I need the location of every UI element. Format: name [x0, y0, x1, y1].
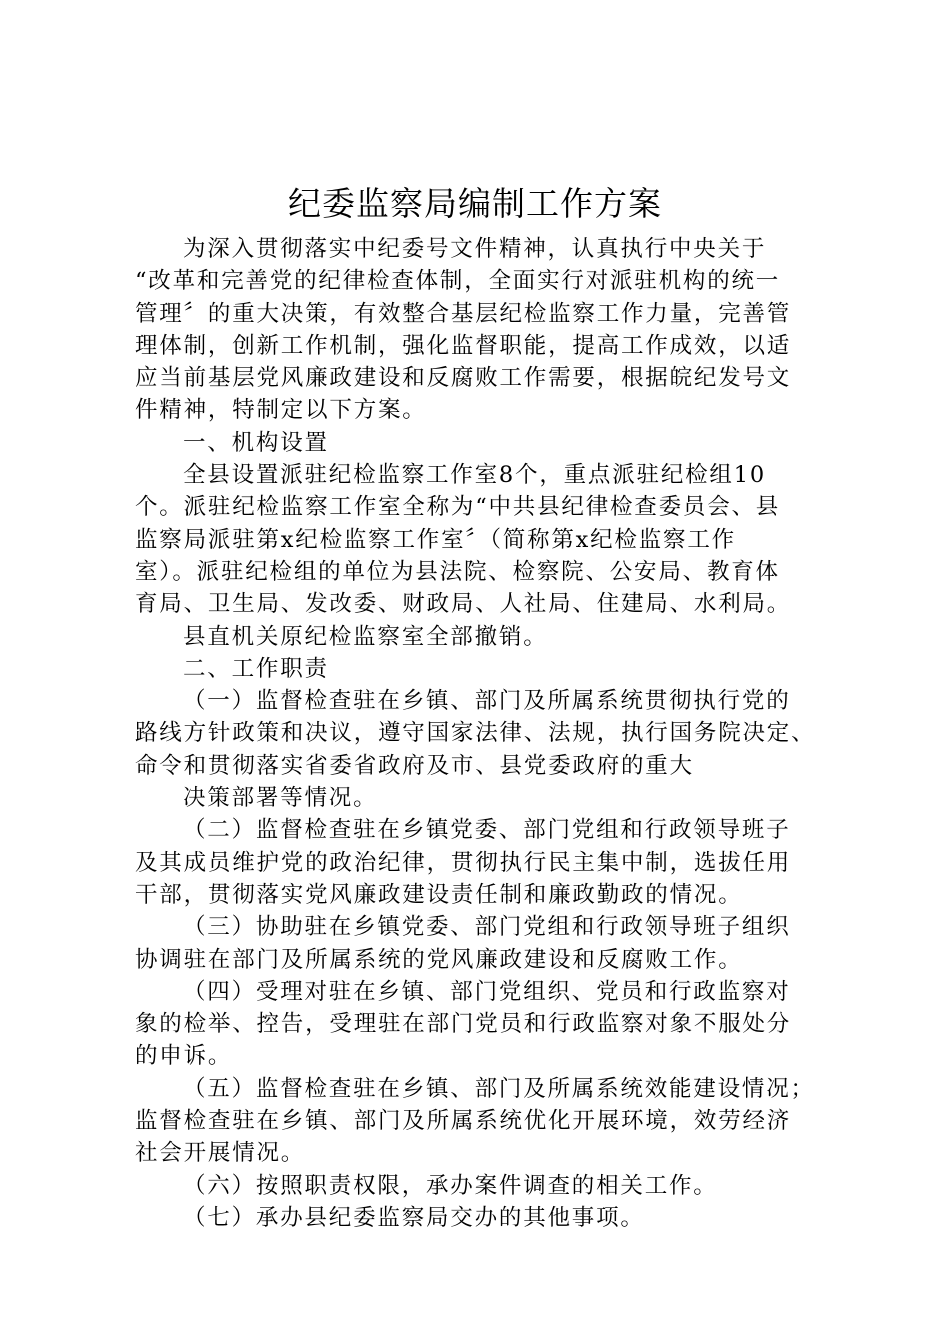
body-line: 全县设置派驻纪检监察工作室8个，重点派驻纪检组10: [183, 462, 766, 489]
document-body: [135, 233, 835, 1234]
body-line: 一、机构设置: [183, 429, 329, 456]
body-line: 决策部署等情况。: [183, 785, 378, 812]
body-line: 监察局派驻第x纪检监察工作室〞（简称第x纪检监察工作: [135, 526, 736, 553]
body-line: 件精神，特制定以下方案。: [135, 397, 427, 424]
body-line: 命令和贯彻落实省委省政府及市、县党委政府的重大: [135, 752, 694, 779]
body-line: （四）受理对驻在乡镇、部门党组织、党员和行政监察对: [183, 978, 791, 1005]
body-line: 理体制，创新工作机制，强化监督职能，提高工作成效，以适: [135, 332, 792, 359]
body-line: 管理〞的重大决策，有效整合基层纪检监察工作力量，完善管: [135, 300, 792, 327]
body-line: 社会开展情况。: [135, 1140, 306, 1167]
body-line: 个。派驻纪检监察工作室全称为“中共县纪律检查委员会、县: [135, 494, 781, 521]
body-line: （六）按照职责权限，承办案件调查的相关工作。: [183, 1172, 718, 1199]
body-line: “改革和完善党的纪律检查体制，全面实行对派驻机构的统一: [135, 268, 781, 295]
body-line: 县直机关原纪检监察室全部撤销。: [183, 623, 548, 650]
body-line: （二）监督检查驻在乡镇党委、部门党组和行政领导班子: [183, 817, 791, 844]
body-line: 协调驻在部门及所属系统的党风廉政建设和反腐败工作。: [135, 946, 743, 973]
body-line: 象的检举、控告，受理驻在部门党员和行政监察对象不服处分: [135, 1011, 792, 1038]
body-line: 为深入贯彻落实中纪委号文件精神，认真执行中央关于: [183, 236, 767, 262]
body-line: （七）承办县纪委监察局交办的其他事项。: [183, 1204, 645, 1231]
body-line: （三）协助驻在乡镇党委、部门党组和行政领导班子组织: [183, 914, 791, 941]
body-line: 二、工作职责: [183, 655, 329, 682]
body-line: 育局、卫生局、发改委、财政局、人社局、住建局、水利局。: [135, 591, 792, 618]
body-line: 应当前基层党风廉政建设和反腐败工作需要，根据皖纪发号文: [135, 365, 792, 392]
body-line: 路线方针政策和决议，遵守国家法律、法规，执行国务院决定、: [135, 720, 816, 747]
body-line: 监督检查驻在乡镇、部门及所属系统优化开展环境，效劳经济: [135, 1108, 792, 1135]
body-line: （五）监督检查驻在乡镇、部门及所属系统效能建设情况；: [183, 1075, 815, 1102]
body-line: 的申诉。: [135, 1043, 233, 1070]
document-title: 纪委监察局编制工作方案: [288, 184, 662, 223]
body-line: 及其成员维护党的政治纪律，贯彻执行民主集中制，选拔任用: [135, 849, 792, 876]
body-line: 室）。派驻纪检组的单位为县法院、检察院、公安局、教育体: [135, 558, 780, 585]
body-line: 干部，贯彻落实党风廉政建设责任制和廉政勤政的情况。: [135, 881, 743, 908]
body-line: （一）监督检查驻在乡镇、部门及所属系统贯彻执行党的: [183, 688, 791, 715]
